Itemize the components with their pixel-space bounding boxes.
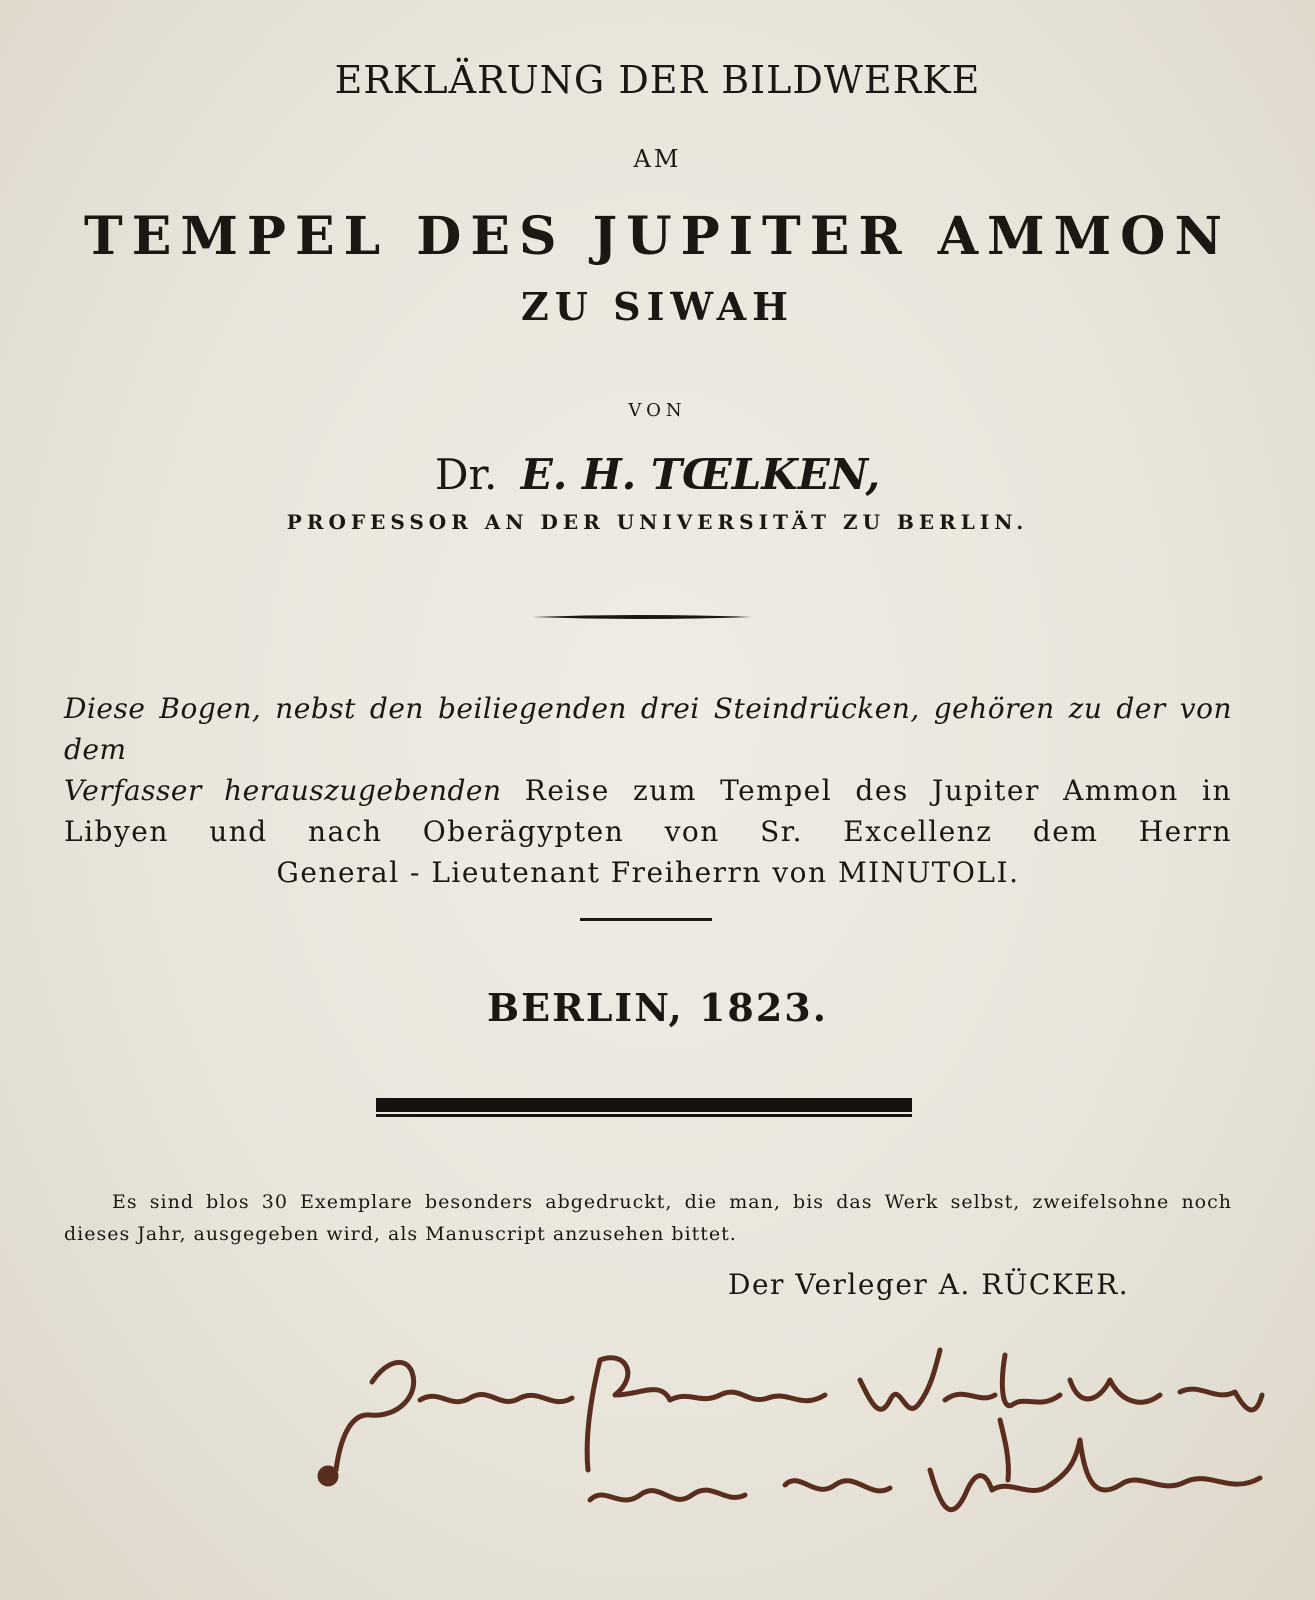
title-line-1: ERKLÄRUNG DER BILDWERKE — [334, 58, 981, 102]
title-line-2: AM — [633, 145, 682, 173]
description-line-4: General - Lieutenant Freiherrn von MINUTOLI. — [276, 856, 1020, 889]
edition-note-line-1: Es sind blos 30 Exemplare besonders abgedruckt, die man, bis das Werk selbst, zweifelsohne noch — [112, 1191, 1232, 1213]
author-name: E. H. TŒLKEN, — [520, 450, 881, 499]
description-line-1: Diese Bogen, nebst den beiliegenden drei Steindrücken, gehören zu der von dem — [64, 692, 1232, 766]
author-position: PROFESSOR AN DER UNIVERSITÄT ZU BERLIN. — [286, 510, 1029, 534]
author-von: VON — [628, 400, 687, 421]
author-prefix: Dr. — [434, 450, 498, 499]
imprint: BERLIN, 1823. — [487, 985, 828, 1030]
description-line-3: Libyen und nach Oberägypten von Sr. Excellenz dem Herrn — [64, 815, 1232, 848]
description-line-2-italic: Verfasser herauszugebenden — [64, 774, 502, 807]
main-title: TEMPEL DES JUPITER AMMON — [84, 206, 1231, 267]
title-location: ZU SIWAH — [521, 284, 794, 329]
edition-note-line-2: dieses Jahr, ausgegeben wird, als Manuscript anzusehen bittet. — [64, 1223, 737, 1245]
publisher-signature: Der Verleger A. RÜCKER. — [728, 1268, 1130, 1301]
description-line-2-rest: Reise zum Tempel des Jupiter Ammon in — [524, 774, 1232, 807]
